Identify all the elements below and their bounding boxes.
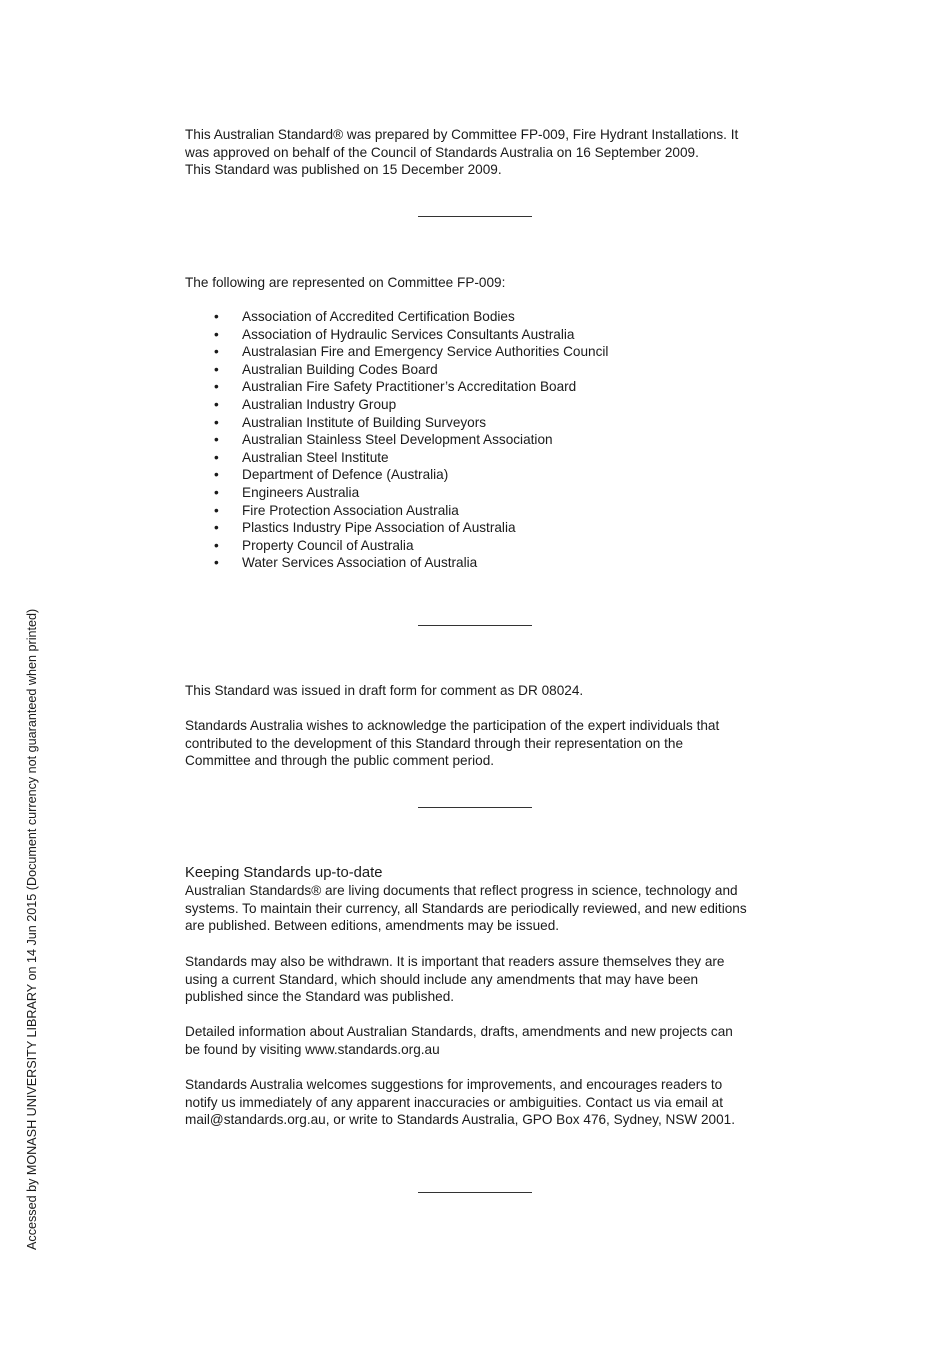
- bullet-icon: •: [214, 484, 219, 500]
- draft-issued-paragraph: This Standard was issued in draft form for comment as DR 08024.: [185, 683, 584, 698]
- member-name: Fire Protection Association Australia: [242, 502, 459, 518]
- paragraph-line: be found by visiting www.standards.org.au: [185, 1041, 440, 1057]
- list-item: [185, 396, 775, 414]
- list-item: [185, 466, 775, 484]
- preparation-line: This Australian Standard® was prepared by Committee FP-009, Fire Hydrant Installations. It: [185, 127, 739, 142]
- acknowledgement-line: Committee and through the public comment period.: [185, 753, 495, 769]
- committee-intro: The following are represented on Committee FP-009:: [185, 275, 506, 290]
- bullet-icon: •: [214, 414, 219, 430]
- bullet-icon: •: [214, 309, 219, 324]
- list-item: [185, 484, 775, 502]
- section-divider: [418, 1192, 532, 1193]
- bullet-icon: •: [214, 361, 219, 377]
- section-heading: Keeping Standards up-to-date: [185, 865, 383, 881]
- contact-paragraph: [185, 1076, 775, 1129]
- acknowledgement-paragraph: [185, 717, 775, 770]
- paragraph-line: Australian Standards® are living documents that reflect progress in science, technology and: [185, 883, 738, 898]
- preparation-line: was approved on behalf of the Council of Standards Australia on 16 September 2009.: [185, 144, 699, 160]
- list-item: [185, 554, 775, 572]
- bullet-icon: •: [214, 326, 219, 342]
- acknowledgement-line: Standards Australia wishes to acknowledge the participation of the expert individuals that: [185, 718, 720, 733]
- paragraph-line: using a current Standard, which should include any amendments that may have been: [185, 971, 699, 987]
- paragraph-line: mail@standards.org.au, or write to Standards Australia, GPO Box 476, Sydney, NSW 2001.: [185, 1112, 736, 1128]
- member-name: Department of Defence (Australia): [242, 467, 449, 483]
- bullet-icon: •: [214, 537, 219, 553]
- member-name: Association of Accredited Certification Bodies: [242, 309, 515, 324]
- member-name: Australian Industry Group: [242, 396, 397, 412]
- list-item: [185, 414, 775, 432]
- paragraph-line: systems. To maintain their currency, all Standards are periodically reviewed, and new editions: [185, 900, 747, 916]
- bullet-icon: •: [214, 432, 219, 448]
- list-item: [185, 519, 775, 537]
- committee-members-section: [185, 308, 775, 572]
- member-name: Australian Institute of Building Surveyors: [242, 414, 487, 430]
- member-name: Water Services Association of Australia: [242, 555, 478, 571]
- bullet-icon: •: [214, 467, 219, 483]
- list-item: [185, 537, 775, 555]
- member-name: Australian Stainless Steel Development Association: [242, 432, 553, 448]
- paragraph-line: notify us immediately of any apparent inaccuracies or ambiguities. Contact us via email at: [185, 1094, 723, 1110]
- living-documents-paragraph: [185, 882, 775, 935]
- paragraph-line: Detailed information about Australian Standards, drafts, amendments and new projects can: [185, 1024, 733, 1039]
- bullet-icon: •: [214, 520, 219, 536]
- bullet-icon: •: [214, 555, 219, 571]
- list-item: [185, 326, 775, 344]
- list-item: [185, 502, 775, 520]
- member-name: Association of Hydraulic Services Consultants Australia: [242, 326, 575, 342]
- member-name: Australian Steel Institute: [242, 449, 389, 465]
- paragraph-line: published since the Standard was published.: [185, 989, 455, 1005]
- list-item: [185, 308, 775, 326]
- section-divider: [418, 216, 532, 217]
- paragraph-line: are published. Between editions, amendments may be issued.: [185, 918, 560, 934]
- section-divider: [418, 807, 532, 808]
- withdrawn-paragraph: [185, 953, 775, 1006]
- member-name: Engineers Australia: [242, 484, 360, 500]
- member-name: Property Council of Australia: [242, 537, 414, 553]
- member-name: Plastics Industry Pipe Association of Australia: [242, 520, 516, 536]
- bullet-icon: •: [214, 396, 219, 412]
- section-divider: [418, 625, 532, 626]
- list-item: [185, 343, 775, 361]
- bullet-icon: •: [214, 502, 219, 518]
- list-item: [185, 431, 775, 449]
- list-item: [185, 449, 775, 467]
- website-paragraph: [185, 1023, 775, 1058]
- paragraph-line: Standards may also be withdrawn. It is important that readers assure themselves they are: [185, 954, 725, 969]
- member-name: Australian Building Codes Board: [242, 361, 438, 377]
- member-name: Australasian Fire and Emergency Service Authorities Council: [242, 344, 609, 360]
- bullet-icon: •: [214, 344, 219, 360]
- member-name: Australian Fire Safety Practitioner’s Accreditation Board: [242, 379, 577, 395]
- access-watermark-note: Accessed by MONASH UNIVERSITY LIBRARY on 14 Jun 2015 (Document currency not guaranteed when printed): [25, 608, 39, 1250]
- acknowledgement-line: contributed to the development of this Standard through their representation on the: [185, 735, 684, 751]
- list-item: [185, 361, 775, 379]
- bullet-icon: •: [214, 379, 219, 395]
- preparation-paragraph: [185, 126, 775, 179]
- list-item: [185, 378, 775, 396]
- committee-members-list: [185, 308, 775, 572]
- preparation-line: This Standard was published on 15 December 2009.: [185, 162, 502, 178]
- paragraph-line: Standards Australia welcomes suggestions for improvements, and encourages readers to: [185, 1077, 723, 1092]
- bullet-icon: •: [214, 449, 219, 465]
